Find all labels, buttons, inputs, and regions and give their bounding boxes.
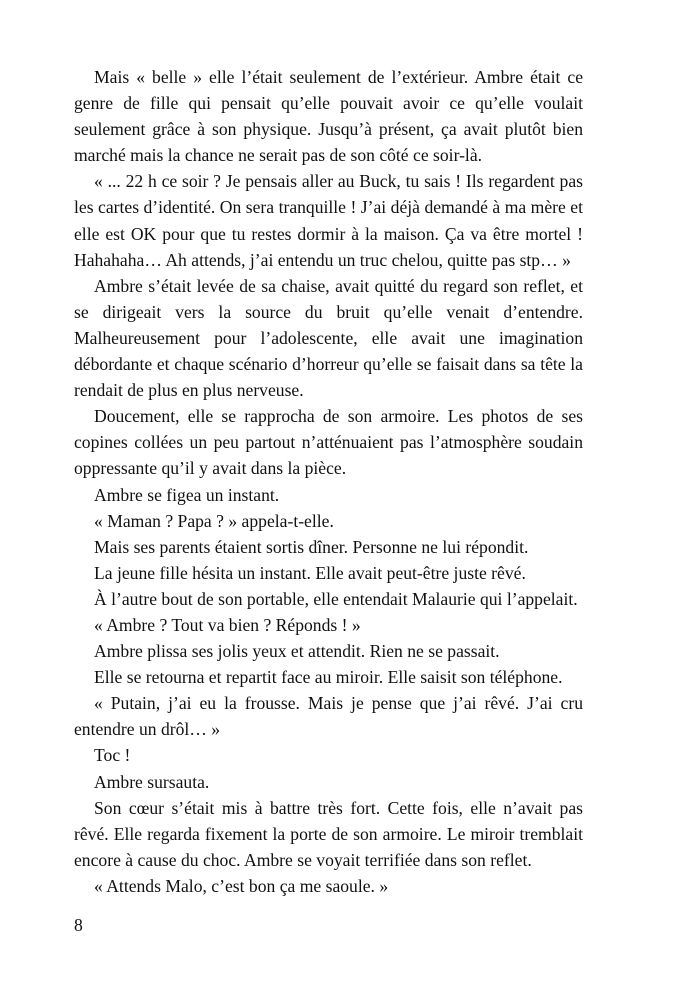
- paragraph: La jeune fille hésita un instant. Elle avait peut-être juste rêvé.: [94, 562, 526, 583]
- paragraph: Ambre plissa ses jolis yeux et attendit. Rien ne se passait.: [94, 641, 500, 662]
- page-body: [74, 64, 583, 899]
- paragraph: « Ambre ? Tout va bien ? Réponds ! »: [94, 614, 361, 635]
- paragraph: À l’autre bout de son portable, elle entendait Malaurie qui l’appelait.: [94, 588, 578, 609]
- paragraph: Ambre se figea un instant.: [94, 484, 280, 505]
- paragraph: Ambre s’était levée de sa chaise, avait quitté du regard son reflet, et se dirigeait vers la source du bruit qu’elle venait d’entendre. Malheureusement pour l’adolescente, elle avait une imagination débordante et chaque scénario d’horreur qu’elle se faisait dans sa tête la rendait de plus en plus nerveuse.: [74, 275, 583, 401]
- paragraph: Doucement, elle se rapprocha de son armoire. Les photos de ses copines collées un peu partout n’atténuaient pas l’atmosphère soudain oppressante qu’il y avait dans la pièce.: [74, 406, 583, 479]
- paragraph: Mais ses parents étaient sortis dîner. Personne ne lui répondit.: [94, 536, 529, 557]
- paragraph: Elle se retourna et repartit face au miroir. Elle saisit son téléphone.: [94, 667, 563, 688]
- paragraph: Son cœur s’était mis à battre très fort. Cette fois, elle n’avait pas rêvé. Elle regarda fixement la porte de son armoire. Le miroir tremblait encore à cause du choc. Ambre se voyait terrifiée dans son reflet.: [74, 797, 583, 870]
- paragraph: « Maman ? Papa ? » appela-t-elle.: [94, 510, 334, 531]
- paragraph: Ambre sursauta.: [94, 771, 210, 792]
- page-number: 8: [74, 915, 83, 935]
- paragraph: Mais « belle » elle l’était seulement de l’extérieur. Ambre était ce genre de fille qui pensait qu’elle pouvait avoir ce qu’elle voulait seulement grâce à son physique. Jusqu’à présent, ça avait plutôt bien marché mais la chance ne serait pas de son côté ce soir-là.: [74, 67, 583, 166]
- paragraph: « Attends Malo, c’est bon ça me saoule. »: [94, 875, 389, 896]
- paragraph: « ... 22 h ce soir ? Je pensais aller au Buck, tu sais ! Ils regardent pas les cartes d’identité. On sera tranquille ! J’ai déjà demandé à ma mère et elle est OK pour que tu restes dormir à la maison. Ça va être mortel ! Hahahaha… Ah attends, j’ai entendu un truc chelou, quitte pas stp… »: [74, 171, 583, 270]
- paragraph: Toc !: [94, 745, 131, 766]
- paragraph: « Putain, j’ai eu la frousse. Mais je pense que j’ai rêvé. J’ai cru entendre un drôl… »: [74, 693, 583, 740]
